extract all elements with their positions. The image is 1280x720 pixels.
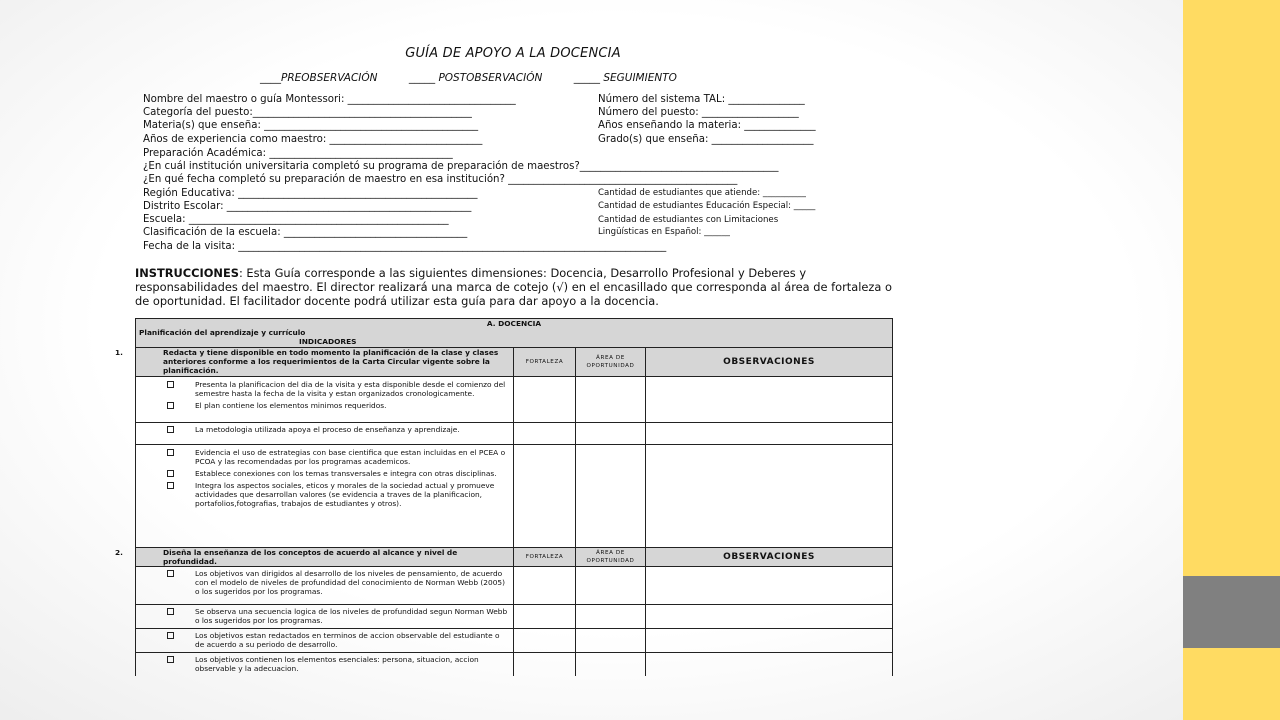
oportunidad-cell[interactable] (576, 423, 646, 445)
option-seguimiento: _____ SEGUIMIENTO (573, 72, 677, 84)
item-2-text: Diseña la enseñanza de los conceptos de acuerdo al alcance y nivel de profundidad. (163, 548, 458, 566)
table-row (136, 423, 893, 445)
fortaleza-cell[interactable] (514, 445, 576, 548)
field-linguisticas-espanol: Lingüísticas en Español: ______ (598, 227, 730, 237)
option-preobservacion: ____PREOBSERVACIÓN (260, 72, 378, 84)
visit-type-options (260, 72, 705, 84)
fortaleza-cell[interactable] (514, 629, 576, 653)
item-1-number: 1. (115, 348, 123, 357)
observaciones-cell[interactable] (646, 423, 893, 445)
field-estudiantes-educacion-especial: Cantidad de estudiantes Educación Especial: _____ (598, 201, 816, 211)
list-item: Se observa una secuencia logica de los niveles de profundidad segun Norman Webb o los sugeridos por los programas. (139, 607, 510, 625)
field-preparacion-academica: Preparación Académica: ____________________________________ (143, 148, 453, 159)
fortaleza-cell[interactable] (514, 605, 576, 629)
field-anos-experiencia: Años de experiencia como maestro: ______________________________ (143, 134, 483, 145)
table-row (136, 629, 893, 653)
oportunidad-cell[interactable] (576, 445, 646, 548)
list-item: Presenta la planificacion del dia de la visita y esta disponible desde el comienzo del semestre hasta la fecha de la visita y estan organizados cronologicamente. (139, 380, 510, 398)
list-item: Los objetivos contienen los elementos esenciales: persona, situacion, accion observable y la adecuacion. (139, 655, 510, 673)
fortaleza-cell[interactable] (514, 423, 576, 445)
gray-accent-block (1183, 576, 1280, 648)
field-numero-puesto: Número del puesto: ___________________ (598, 107, 799, 118)
document-page (115, 40, 898, 673)
checkbox-icon (167, 449, 174, 456)
fortaleza-cell[interactable] (514, 377, 576, 423)
item-1-indicator (115, 348, 514, 377)
observaciones-cell[interactable] (646, 377, 893, 423)
table-section-header (136, 319, 893, 348)
item-1-header-row (136, 348, 893, 377)
col-fortaleza-header: FORTALEZA (514, 348, 576, 377)
checkbox-icon (167, 608, 174, 615)
observaciones-cell[interactable] (646, 445, 893, 548)
field-region-educativa: Región Educativa: _______________________________________________ (143, 188, 478, 199)
table-row (136, 445, 893, 548)
evaluation-table (115, 318, 893, 676)
field-anos-ensenando: Años enseñando la materia: ______________ (598, 120, 816, 131)
instructions-paragraph (135, 266, 895, 308)
option-postobservacion: _____ POSTOBSERVACIÓN (408, 72, 543, 84)
observaciones-cell[interactable] (646, 605, 893, 629)
observaciones-cell[interactable] (646, 629, 893, 653)
list-item: El plan contiene los elementos minimos requeridos. (139, 401, 510, 410)
item-2-indicator (115, 548, 514, 567)
table-row (136, 653, 893, 677)
checkbox-icon (167, 470, 174, 477)
oportunidad-cell[interactable] (576, 653, 646, 677)
checkbox-icon (167, 426, 174, 433)
col-oportunidad-header: ÁREA DE OPORTUNIDAD (576, 548, 646, 567)
list-item: Establece conexiones con los temas transversales e integra con otras disciplinas. (139, 469, 510, 478)
field-fecha-preparacion: ¿En qué fecha completó su preparación de maestro en esa institución? _____________________________________________ (143, 174, 738, 185)
field-escuela: Escuela: ___________________________________________________ (143, 214, 449, 225)
list-item: Integra los aspectos sociales, eticos y morales de la sociedad actual y promueve actividades que desarrollan valores (se evidencia a traves de la planificacion, portafolios,fotografias, trabajos de estudiantes y otros). (139, 481, 510, 508)
field-fecha-visita: Fecha de la visita: ____________________________________________________________________________________ (143, 241, 667, 252)
fortaleza-cell[interactable] (514, 653, 576, 677)
oportunidad-cell[interactable] (576, 629, 646, 653)
item-2-number: 2. (115, 548, 123, 557)
checkbox-icon (167, 570, 174, 577)
field-nombre-maestro: Nombre del maestro o guía Montessori: _________________________________ (143, 94, 516, 105)
section-title: A. DOCENCIA (486, 319, 542, 328)
col-observaciones-header: OBSERVACIONES (646, 548, 893, 567)
table-row (136, 567, 893, 605)
yellow-side-bar (1183, 0, 1280, 720)
oportunidad-cell[interactable] (576, 377, 646, 423)
observaciones-cell[interactable] (646, 653, 893, 677)
field-numero-sistema-tal: Número del sistema TAL: _______________ (598, 94, 805, 105)
col-fortaleza-header: FORTALEZA (514, 548, 576, 567)
table-row (136, 605, 893, 629)
field-institucion: ¿En cuál institución universitaria completó su programa de preparación de maestros?_______________________________________ (143, 161, 779, 172)
checkbox-icon (167, 482, 174, 489)
indicators-label: INDICADORES (299, 337, 357, 346)
field-grados: Grado(s) que enseña: ____________________ (598, 134, 814, 145)
list-item: Los objetivos estan redactados en terminos de accion observable del estudiante o de acuerdo a su periodo de desarrollo. (139, 631, 510, 649)
list-item: Los objetivos van dirigidos al desarrollo de los niveles de pensamiento, de acuerdo con el modelo de niveles de profundidad del conocimiento de Norman Webb (2005) o los sugeridos por los programas. (139, 569, 510, 596)
checkbox-icon (167, 656, 174, 663)
col-observaciones-header: OBSERVACIONES (646, 348, 893, 377)
col-oportunidad-header: ÁREA DE OPORTUNIDAD (576, 348, 646, 377)
document-title: GUÍA DE APOYO A LA DOCENCIA (405, 46, 621, 61)
field-clasificacion-escuela: Clasificación de la escuela: ____________________________________ (143, 227, 468, 238)
field-materia: Materia(s) que enseña: __________________________________________ (143, 120, 479, 131)
field-distrito-escolar: Distrito Escolar: ________________________________________________ (143, 201, 472, 212)
observaciones-cell[interactable] (646, 567, 893, 605)
field-categoria-puesto: Categoría del puesto:___________________________________________ (143, 107, 472, 118)
oportunidad-cell[interactable] (576, 567, 646, 605)
checkbox-icon (167, 402, 174, 409)
item-2-header-row (136, 548, 893, 567)
oportunidad-cell[interactable] (576, 605, 646, 629)
subsection-title: Planificación del aprendizaje y currículo (139, 328, 306, 337)
field-estudiantes-limitaciones: Cantidad de estudiantes con Limitaciones (598, 215, 779, 225)
field-cantidad-estudiantes: Cantidad de estudiantes que atiende: __________ (598, 188, 806, 198)
checkbox-icon (167, 632, 174, 639)
instructions-text: : Esta Guía corresponde a las siguientes dimensiones: Docencia, Desarrollo Profesional y Deberes y responsabilidades del maestro. El director realizará una marca de cotejo (√) en el encasillado que corresponda al área de fortaleza o de oportunidad. El facilitador docente podrá utilizar esta guía para dar apoyo a la docencia. (135, 266, 892, 308)
instructions-label: INSTRUCCIONES (135, 266, 239, 280)
checkbox-icon (167, 381, 174, 388)
list-item: La metodologia utilizada apoya el proceso de enseñanza y aprendizaje. (139, 425, 510, 434)
item-1-text: Redacta y tiene disponible en todo momento la planificación de la clase y clases anteriores conforme a los requerimientos de la Carta Circular vigente sobre la planificación. (163, 348, 499, 375)
list-item: Evidencia el uso de estrategias con base cientifica que estan incluidas en el PCEA o PCOA y las recomendadas por los programas academicos. (139, 448, 510, 466)
table-row (136, 377, 893, 423)
fortaleza-cell[interactable] (514, 567, 576, 605)
